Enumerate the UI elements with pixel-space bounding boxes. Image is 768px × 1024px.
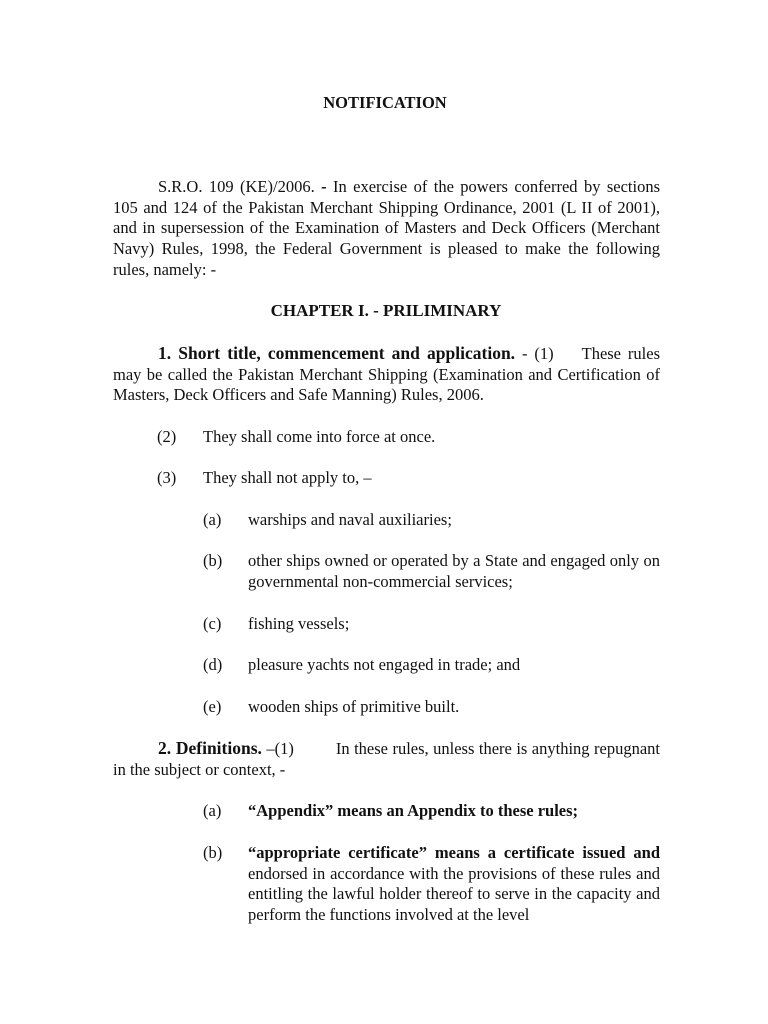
clause-label: (d) [203,655,223,674]
clause-text: fishing vessels; [248,614,350,633]
clause-label: (a) [203,801,222,820]
clause-label: (e) [203,697,222,716]
sro-dash: - [314,177,334,196]
clause-text: pleasure yachts not engaged in trade; and [248,655,521,674]
rule-2-heading: 2. Definitions. [158,738,262,758]
clause-text: other ships owned or operated by a State and engaged only on governmental non-commercial services; [248,551,660,591]
rule-2-number: –(1) [261,739,294,758]
definition-body: endorsed in accordance with the provisions of these rules and entitling the lawful holder thereof to serve in the capacity and perform the functions involved at the level [248,863,660,925]
definition-text-block [248,843,660,926]
clause-label: (a) [203,510,222,529]
subsection-text: They shall come into force at once. [203,427,436,446]
rule-2-text: In these rules, unless there is anything repugnant in the subject or context, - [113,739,660,779]
rule-1-heading: 1. Short title, commencement and application. [158,343,516,363]
preamble-text: In exercise of the powers conferred by sections 105 and 124 of the Pakistan Merchant Shipping Ordinance, 2001 (L II of 2001), and in supersession of the Examination of Masters and Deck Officers (Merchant Navy) Rules, 1998, the Federal Government is pleased to make the following rules, namely: - [113,177,660,279]
subsection-label: (3) [157,468,177,487]
definition-term: “appropriate certificate” means a certificate issued and [248,843,660,862]
document-title: NOTIFICATION [323,93,447,112]
preamble-paragraph [113,177,660,281]
sro-reference: S.R.O. 109 (KE)/2006. [158,177,315,196]
rule-1-number: - (1) [515,344,554,363]
clause-label: (b) [203,843,223,862]
clause-label: (c) [203,614,222,633]
subsection-label: (2) [157,427,177,446]
chapter-heading: CHAPTER I. - PRILIMINARY [270,301,502,320]
subsection-text: They shall not apply to, – [203,468,372,487]
clause-label: (b) [203,551,223,570]
clause-text: wooden ships of primitive built. [248,697,460,716]
rule-1-paragraph [113,343,660,406]
rule-2-paragraph [113,738,660,780]
definition-text: “Appendix” means an Appendix to these rules; [248,801,579,820]
rule-1-text: These rules may be called the Pakistan Merchant Shipping (Examination and Certification of Masters, Deck Officers and Safe Manning) Rules, 2006. [113,344,660,405]
clause-text: warships and naval auxiliaries; [248,510,452,529]
